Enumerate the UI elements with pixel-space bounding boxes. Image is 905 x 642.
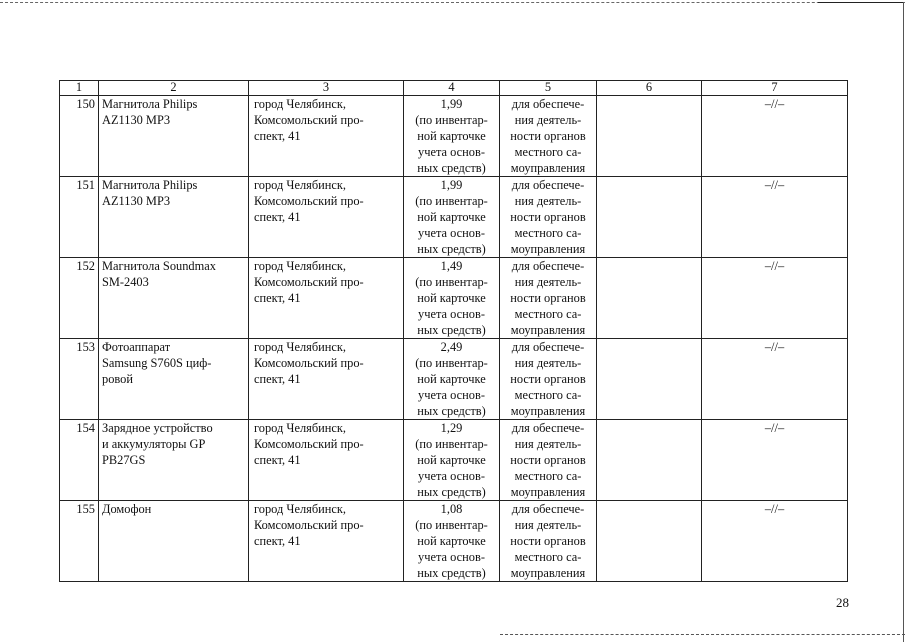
item-value-line: ных средств) xyxy=(417,404,486,418)
item-purpose-line: ности органов xyxy=(510,453,586,467)
item-name-line: PB27GS xyxy=(102,453,146,467)
ditto-mark: –//– xyxy=(702,177,848,258)
scan-border-top xyxy=(0,2,905,3)
item-purpose-line: ния деятель- xyxy=(514,194,582,208)
item-address-line: город Челябинск, xyxy=(254,340,347,354)
column-header: 4 xyxy=(404,81,500,96)
item-value xyxy=(404,420,500,501)
item-name xyxy=(99,501,249,582)
item-value-line: ной карточке xyxy=(417,534,486,548)
item-purpose xyxy=(500,96,597,177)
column-6-cell xyxy=(597,96,702,177)
item-value-line: 1,49 xyxy=(440,259,463,273)
item-purpose-line: ности органов xyxy=(510,534,586,548)
scan-corner-line xyxy=(818,2,904,3)
row-number: 154 xyxy=(60,420,99,501)
item-purpose-line: для обеспече- xyxy=(511,97,585,111)
item-name-line: AZ1130 MP3 xyxy=(102,113,171,127)
item-value-line: 2,49 xyxy=(440,340,463,354)
item-purpose-line: ния деятель- xyxy=(514,113,582,127)
column-header: 2 xyxy=(99,81,249,96)
item-purpose-line: местного са- xyxy=(514,307,582,321)
item-value-line: (по инвентар- xyxy=(415,113,488,127)
item-name-line: Samsung S760S циф- xyxy=(102,356,212,370)
table-row xyxy=(60,177,848,258)
item-name-line: SM-2403 xyxy=(102,275,149,289)
scan-border-bottom xyxy=(500,634,905,635)
table-body xyxy=(60,96,848,582)
item-value-line: учета основ- xyxy=(418,226,485,240)
item-value-line: (по инвентар- xyxy=(415,437,488,451)
item-name-line: Домофон xyxy=(102,502,152,516)
item-value-line: ной карточке xyxy=(417,291,486,305)
item-value-line: (по инвентар- xyxy=(415,356,488,370)
item-address-line: спект, 41 xyxy=(254,372,301,386)
item-purpose-line: моуправления xyxy=(510,485,586,499)
item-value-line: учета основ- xyxy=(418,145,485,159)
item-address-line: спект, 41 xyxy=(254,453,301,467)
item-address-line: Комсомольский про- xyxy=(254,518,364,532)
item-value-line: (по инвентар- xyxy=(415,518,488,532)
item-address-line: Комсомольский про- xyxy=(254,356,364,370)
item-purpose-line: ности органов xyxy=(510,372,586,386)
item-purpose-line: моуправления xyxy=(510,566,586,580)
ditto-mark: –//– xyxy=(702,501,848,582)
row-number: 155 xyxy=(60,501,99,582)
item-value-line: ной карточке xyxy=(417,129,486,143)
item-purpose-line: местного са- xyxy=(514,226,582,240)
column-header: 7 xyxy=(702,81,848,96)
row-number: 151 xyxy=(60,177,99,258)
item-value-line: (по инвентар- xyxy=(415,194,488,208)
item-value xyxy=(404,177,500,258)
column-number-row xyxy=(60,81,848,96)
item-name-line: AZ1130 MP3 xyxy=(102,194,171,208)
item-value-line: ных средств) xyxy=(417,566,486,580)
page-number: 28 xyxy=(836,595,849,610)
item-address xyxy=(249,420,404,501)
column-6-cell xyxy=(597,420,702,501)
item-purpose xyxy=(500,339,597,420)
item-value-line: ных средств) xyxy=(417,485,486,499)
item-name xyxy=(99,258,249,339)
item-name-line: Фотоаппарат xyxy=(102,340,171,354)
column-header: 6 xyxy=(597,81,702,96)
item-name xyxy=(99,420,249,501)
item-value-line: ных средств) xyxy=(417,323,486,337)
item-value-line: ных средств) xyxy=(417,161,486,175)
item-purpose-line: местного са- xyxy=(514,145,582,159)
item-purpose-line: моуправления xyxy=(510,242,586,256)
row-number: 152 xyxy=(60,258,99,339)
item-name-line: Зарядное устройство xyxy=(102,421,213,435)
item-value-line: (по инвентар- xyxy=(415,275,488,289)
item-name-line: ровой xyxy=(102,372,133,386)
item-value-line: 1,08 xyxy=(440,502,463,516)
item-purpose-line: местного са- xyxy=(514,469,582,483)
ditto-mark: –//– xyxy=(702,96,848,177)
item-address-line: Комсомольский про- xyxy=(254,194,364,208)
ditto-mark: –//– xyxy=(702,339,848,420)
item-purpose-line: ния деятель- xyxy=(514,275,582,289)
table-row xyxy=(60,339,848,420)
column-header: 5 xyxy=(500,81,597,96)
item-address-line: спект, 41 xyxy=(254,210,301,224)
item-purpose-line: для обеспече- xyxy=(511,259,585,273)
item-purpose-line: ния деятель- xyxy=(514,518,582,532)
column-header: 1 xyxy=(60,81,99,96)
table-row xyxy=(60,96,848,177)
item-value-line: ной карточке xyxy=(417,210,486,224)
item-purpose xyxy=(500,501,597,582)
item-address-line: Комсомольский про- xyxy=(254,113,364,127)
ditto-mark: –//– xyxy=(702,258,848,339)
item-value-line: ных средств) xyxy=(417,242,486,256)
item-name-line: Магнитола Philips xyxy=(102,178,198,192)
item-value-line: учета основ- xyxy=(418,307,485,321)
item-purpose-line: для обеспече- xyxy=(511,421,585,435)
item-address xyxy=(249,339,404,420)
item-address-line: Комсомольский про- xyxy=(254,437,364,451)
item-purpose-line: ности органов xyxy=(510,129,586,143)
item-address-line: город Челябинск, xyxy=(254,259,347,273)
item-value-line: ной карточке xyxy=(417,453,486,467)
item-value-line: ной карточке xyxy=(417,372,486,386)
item-purpose-line: ния деятель- xyxy=(514,437,582,451)
table-row xyxy=(60,420,848,501)
item-address xyxy=(249,96,404,177)
item-value xyxy=(404,339,500,420)
item-value-line: 1,29 xyxy=(440,421,463,435)
item-purpose-line: ности органов xyxy=(510,210,586,224)
ditto-mark: –//– xyxy=(702,420,848,501)
row-number: 153 xyxy=(60,339,99,420)
item-value xyxy=(404,501,500,582)
item-purpose-line: для обеспече- xyxy=(511,502,585,516)
item-address-line: спект, 41 xyxy=(254,534,301,548)
item-address-line: спект, 41 xyxy=(254,129,301,143)
scan-border-right xyxy=(903,2,904,642)
item-name xyxy=(99,96,249,177)
item-address-line: город Челябинск, xyxy=(254,97,347,111)
item-value-line: 1,99 xyxy=(440,97,463,111)
property-register-table xyxy=(59,80,848,582)
item-address-line: город Челябинск, xyxy=(254,502,347,516)
item-purpose xyxy=(500,258,597,339)
item-address xyxy=(249,258,404,339)
item-value-line: учета основ- xyxy=(418,550,485,564)
column-6-cell xyxy=(597,339,702,420)
item-name-line: Магнитола Soundmax xyxy=(102,259,216,273)
item-address xyxy=(249,177,404,258)
item-value-line: учета основ- xyxy=(418,388,485,402)
item-purpose xyxy=(500,420,597,501)
item-name-line: и аккумуляторы GP xyxy=(102,437,206,451)
table-row xyxy=(60,258,848,339)
table-row xyxy=(60,501,848,582)
column-6-cell xyxy=(597,258,702,339)
item-purpose-line: моуправления xyxy=(510,161,586,175)
item-value xyxy=(404,96,500,177)
item-purpose xyxy=(500,177,597,258)
item-address-line: город Челябинск, xyxy=(254,421,347,435)
item-purpose-line: моуправления xyxy=(510,404,586,418)
item-address-line: спект, 41 xyxy=(254,291,301,305)
item-address xyxy=(249,501,404,582)
item-address-line: Комсомольский про- xyxy=(254,275,364,289)
item-value xyxy=(404,258,500,339)
item-value-line: учета основ- xyxy=(418,469,485,483)
column-6-cell xyxy=(597,501,702,582)
column-6-cell xyxy=(597,177,702,258)
item-name xyxy=(99,339,249,420)
item-address-line: город Челябинск, xyxy=(254,178,347,192)
item-purpose-line: для обеспече- xyxy=(511,340,585,354)
item-purpose-line: моуправления xyxy=(510,323,586,337)
item-name xyxy=(99,177,249,258)
item-name-line: Магнитола Philips xyxy=(102,97,198,111)
column-header: 3 xyxy=(249,81,404,96)
item-purpose-line: местного са- xyxy=(514,388,582,402)
item-purpose-line: ния деятель- xyxy=(514,356,582,370)
item-purpose-line: для обеспече- xyxy=(511,178,585,192)
item-value-line: 1,99 xyxy=(440,178,463,192)
item-purpose-line: местного са- xyxy=(514,550,582,564)
row-number: 150 xyxy=(60,96,99,177)
item-purpose-line: ности органов xyxy=(510,291,586,305)
